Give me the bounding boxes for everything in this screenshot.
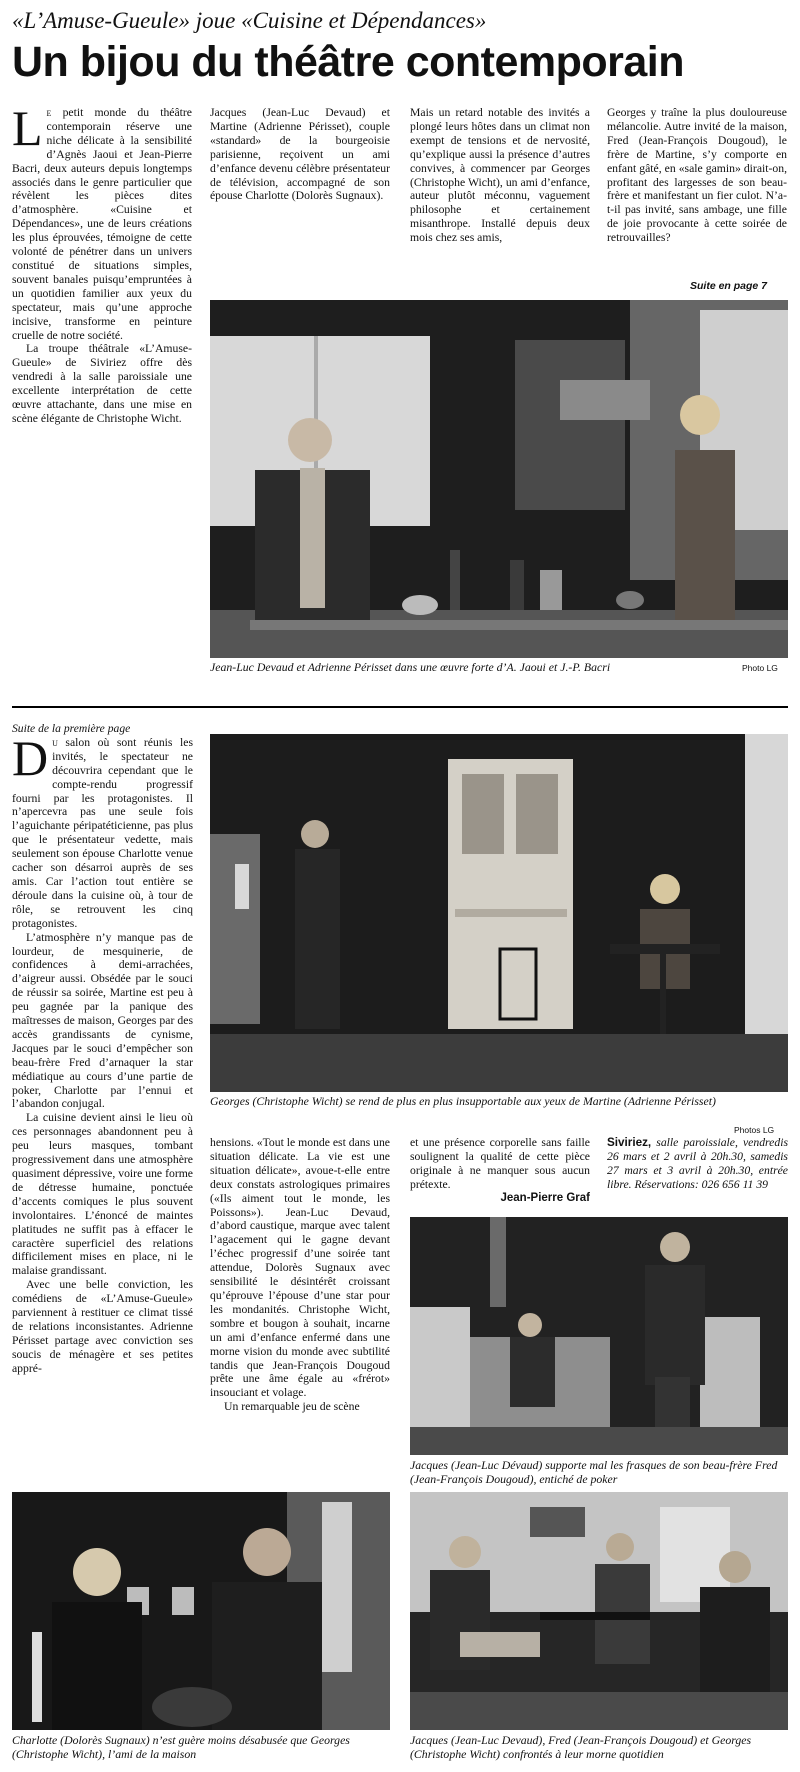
photo2-caption: Georges (Christophe Wicht) se rend de plus en plus insupportable aux yeux de Martine (Adrienne Périsset) (210, 1094, 716, 1108)
photo-three-men-image (410, 1492, 788, 1730)
continuation-column-3: et une présence corporelle sans faille soulignent la qualité de cette pièce originale à ne manquer sous aucun prétexte. Jean-Pierre Graf (410, 1136, 590, 1204)
article-col1-para2: La troupe théâtrale «L’Amuse-Gueule» de Siviriez offre dès vendredi à la salle paroissiale une excellente interprétation de cette œuvre attachante, dans une mise en scène élégante de Christophe Wicht. (12, 342, 192, 425)
section-divider (12, 706, 788, 708)
article-column-3: Mais un retard notable des invités a plongé leurs hôtes dans un climat non exempt de tensions et de nervosité, qu’explique aussi la présence d’autres convives, à commencer par Georges (Christophe Wicht), un ami d’enfance, auteur plutôt méconnu, vaguement philosophe et certainement misanthrope. Installé depuis deux mois chez ses amis, (410, 106, 590, 245)
article-column-2: Jacques (Jean-Luc Devaud) et Martine (Adrienne Périsset), couple «standard» de la bourgeoisie parisienne, reçoivent un ami d’enfance devenu célèbre présentateur de télévision, accompagné de son épouse Charlotte (Dolorès Sugnaux). (210, 106, 390, 203)
photo-charlotte-georges-image (12, 1492, 390, 1730)
info-place: Siviriez, (607, 1136, 652, 1149)
photo2-credit: Photos LG (734, 1125, 775, 1135)
photo-kitchen-scene-1-image (210, 300, 788, 658)
photo3-caption: Jacques (Jean-Luc Dévaud) supporte mal les frasques de son beau-frère Fred (Jean-François Dougoud), entiché de poker (410, 1458, 778, 1486)
dropcap-d: D (12, 729, 49, 786)
photo-kitchen-scene-1 (210, 300, 788, 658)
continuation-column-2: hensions. «Tout le monde est dans une situation délicate. La vie est une situation délicate», avoue-t-elle entre deux constats astrologiques primaires («Ils aiment tout le monde, les Poissons»). Jean-Luc Devaud, d’abord caustique, marque avec talent l’agacement qui le gagne devant l’échec progressif d’une soirée tant attendue, Dolorès Sugnaux avec sensibilité le désintérêt croissant qu’éprouve l’épouse d’une star pour les mondanités. Christophe Wicht, sombre et bougon à souhait, incarne un ami d’enfance enfermé dans une morne vision du monde avec subtilité tandis que Jean-François Dougoud prête une âme égale au «frérot» insouciant et volage. Un remarquable jeu de scène (210, 1136, 390, 1414)
photo-kitchen-scene-2-image (210, 734, 788, 1092)
article-column-4: Georges y traîne la plus douloureuse mélancolie. Autre invité de la maison, Fred (Jean-François Dougoud), le frère de Martine, s’y comporte en enfant gâté, en «sale gamin» dirait-on, profitant des largesses de son beau-frère et manifestant un fier culot. N’a-t-il pas invité, sans ambage, une fille de joie provocante à cette soirée de retrouvailles? (607, 106, 787, 245)
photo5-caption: Jacques (Jean-Luc Devaud), Fred (Jean-François Dougoud) et Georges (Christophe Wicht) confrontés à leur morne quotidien (410, 1733, 752, 1761)
continuation-column-1: Suite de la première page Du salon où sont réunis les invités, le spectateur ne découvrira cependant que le compte-rendu progressif fourni par les protagonistes. Il n’apercevra pas une seule fois l’aguichante péripatéticienne, pas plus que le présentateur vedette, mais seulement son épouse Charlotte venue cacher son désarroi auprès de ses amis. Car l’action tout entière se déroule dans la cuisine où, à tour de rôle, se retrouvent les cinq protagonistes. L’atmosphère n’y manque pas de lourdeur, de mesquinerie, de confidences à demi-arrachées, d’aigreur aussi. Obsédée par le souci de réussir sa soirée, Martine est peu à peu gagnée par la panique des maîtresses de maison, Georges par des accès grandissants de cynisme, Jacques par le souci d’empêcher son beau-frère Fred d’arnaquer la star médiatique au cours d’une partie de poker, Charlotte par l’ennui et l’abandon conjugal. La cuisine devient ainsi le lieu où ces personnages abandonnent peu à peu leurs masques, tombant progressivement dans une atmosphère quasiment dépressive, voire une forme de détresse humaine, ponctuée d’accents comiques le plus souvent involontaires. L’énoncé de maintes platitudes ne suffit pas à effacer le caractère superficiel des relations difficilement mises en place, ni le malaise grandissant. Avec une belle conviction, les comédiens de «L’Amuse-Gueule» parviennent à restituer ce climat tissé de relations inconsistantes. Adrienne Périsset partage avec conviction ses soucis de ménagère et ses petites appré- (12, 722, 193, 1375)
article-headline: Un bijou du théâtre contemporain (12, 38, 685, 86)
photo-kitchen-scene-3-image (410, 1217, 788, 1455)
photo-charlotte-georges (12, 1492, 390, 1730)
dropcap-l: L (12, 100, 43, 156)
article-column-1: Le petit monde du théâtre contemporain réserve une niche délicate à la sensibilité d’Agnès Jaoui et Jean-Pierre Bacri, deux auteurs depuis longtemps associés dans le genre particulier que révèlent les pièces dites d’atmosphère. «Cuisine et Dépendances», une de leurs créations les plus éprouvées, témoigne de cette volonté de pénétrer dans un univers constitué de situations simples, souvent banales puisqu’empruntées à un quotidien familier aux yeux du spectateur, mais qu’une approche incisive, transforme en peinture cruelle de notre société. La troupe théâtrale «L’Amuse-Gueule» de Siviriez offre dès vendredi à la salle paroissiale une excellente interprétation de cette œuvre attachante, dans une mise en scène élégante de Christophe Wicht. (12, 100, 192, 425)
photo-kitchen-scene-2 (210, 734, 788, 1092)
photo-three-men (410, 1492, 788, 1730)
continuation-heading: Suite de la première page (12, 722, 131, 735)
photo4-caption: Charlotte (Dolorès Sugnaux) n’est guère moins désabusée que Georges (Christophe Wicht), l’ami de la maison (12, 1733, 350, 1761)
photo-kitchen-scene-3 (410, 1217, 788, 1455)
author-signature: Jean-Pierre Graf (500, 1191, 590, 1204)
continued-note: Suite en page 7 (690, 280, 768, 292)
performance-info: Siviriez, salle paroissiale, vendredis 26 mars et 2 avril à 20h.30, samedis 27 mars et 3 avril à 20h.30, entrée libre. Réservations: 026 656 11 39 (607, 1136, 788, 1191)
article-kicker: «L’Amuse-Gueule» joue «Cuisine et Dépendances» (12, 8, 487, 33)
photo1-credit: Photo LG (742, 663, 778, 673)
photo1-caption: Jean-Luc Devaud et Adrienne Périsset dans une œuvre forte d’A. Jaoui et J.-P. Bacri (210, 660, 611, 674)
